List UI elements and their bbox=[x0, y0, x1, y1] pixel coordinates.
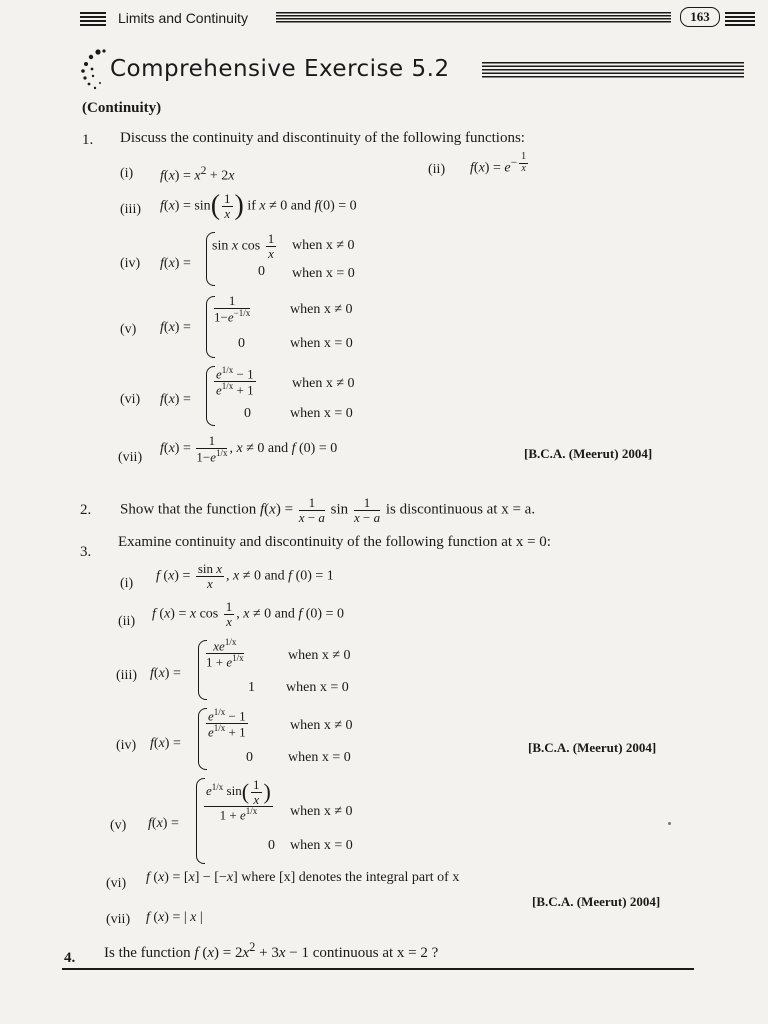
formula: $\frac{1}{1-e^{-1/x}}$ bbox=[214, 293, 251, 324]
condition: when x = 0 bbox=[288, 750, 351, 765]
formula: $f(x) = e^{- \frac{1}{x}}$ bbox=[470, 151, 527, 176]
formula: f(x) = bbox=[160, 320, 191, 335]
formula: 0 bbox=[246, 750, 253, 765]
formula: f(x) = bbox=[160, 256, 191, 271]
formula: $\frac{xe^{1/x}}{1 + e^{1/x}}$ bbox=[206, 637, 244, 670]
dots-ornament-icon bbox=[80, 48, 110, 90]
condition: when x ≠ 0 bbox=[290, 302, 353, 317]
formula: f(x) = $\frac{1}{1-e^{1/x}}$ , x ≠ 0 and f (0) = 0 bbox=[160, 433, 338, 464]
sub-label: (iv) bbox=[116, 738, 137, 753]
formula: $\frac{e^{1/x} - 1}{e^{1/x} + 1}$ bbox=[216, 365, 254, 398]
sub-label: (vii) bbox=[106, 912, 131, 927]
sub-label: (iv) bbox=[120, 256, 141, 271]
formula: f(x) = bbox=[150, 666, 181, 681]
formula: 0 bbox=[258, 264, 265, 279]
condition: when x = 0 bbox=[290, 406, 353, 421]
question-text: Examine continuity and discontinuity of the following function at x = 0: bbox=[118, 534, 551, 550]
running-header bbox=[80, 6, 710, 32]
sub-label: (i) bbox=[120, 576, 134, 591]
question-text: Show that the function f(x) = $\frac{1}{x - a}$ sin $\frac{1}{x - a}$ is discontinuous at x = a. bbox=[120, 495, 536, 525]
question-number: 2. bbox=[80, 502, 92, 518]
sub-label: (i) bbox=[120, 166, 134, 181]
formula: f(x) = bbox=[148, 816, 179, 831]
formula: $f(x) = x^2 + 2x$ bbox=[160, 164, 235, 184]
formula: 0 bbox=[238, 336, 245, 351]
condition: when x ≠ 0 bbox=[288, 648, 351, 663]
condition: when x = 0 bbox=[290, 336, 353, 351]
question-number: 1. bbox=[82, 132, 94, 148]
formula: f (x) = [x] − [−x] where [x] denotes the integral part of x bbox=[146, 870, 460, 885]
sub-label: (vi) bbox=[106, 876, 127, 891]
sub-label: (iii) bbox=[116, 668, 137, 683]
formula: 0 bbox=[244, 406, 251, 421]
sub-label: (vi) bbox=[120, 392, 141, 407]
condition: when x = 0 bbox=[290, 838, 353, 853]
question-number: 4. bbox=[64, 950, 76, 966]
formula: f (x) = $\frac{\text{sin x}}{x}$ , x ≠ 0 and f (0) = 1 bbox=[156, 561, 334, 591]
reference: [B.C.A. (Meerut) 2004] bbox=[524, 446, 653, 461]
speck bbox=[668, 822, 671, 825]
formula: $\frac{e^{1/x} - 1}{e^{1/x} + 1}$ bbox=[208, 707, 246, 740]
question-text: Discuss the continuity and discontinuity of the following functions: bbox=[120, 130, 525, 146]
header-rule bbox=[276, 12, 671, 24]
sub-label: (ii) bbox=[428, 162, 446, 177]
condition: when x = 0 bbox=[286, 680, 349, 695]
formula: f (x) = x cos $\frac{1}{x}$ , x ≠ 0 and f (0) = 0 bbox=[152, 599, 344, 629]
reference: [B.C.A. (Meerut) 2004] bbox=[532, 894, 661, 909]
condition: when x ≠ 0 bbox=[290, 804, 353, 819]
sub-text: where [x] denotes the integral part of x bbox=[241, 870, 460, 885]
page-number: 163 bbox=[680, 7, 720, 27]
question-text: Is the function f $(x) = 2x^2 + 3x - 1$ continuous at x = 2 ? bbox=[104, 940, 439, 961]
question-number: 3. bbox=[80, 544, 92, 560]
formula: 1 bbox=[248, 680, 255, 695]
sub-label: (vii) bbox=[118, 450, 143, 465]
formula: 0 bbox=[268, 838, 275, 853]
formula: $e^{1/x}$ sin( $\frac{1}{x}$ ) $1 + e^{1/x}$ bbox=[206, 777, 271, 823]
header-ornament-left bbox=[80, 12, 106, 26]
header-ornament-right bbox=[725, 12, 755, 26]
section-label: (Continuity) bbox=[82, 100, 162, 116]
sub-label: (v) bbox=[110, 818, 127, 833]
sub-label: (ii) bbox=[118, 614, 136, 629]
sub-label: (iii) bbox=[120, 202, 141, 217]
formula: f (x) = | x | bbox=[146, 910, 203, 925]
reference: [B.C.A. (Meerut) 2004] bbox=[528, 740, 657, 755]
condition: when x ≠ 0 bbox=[290, 718, 353, 733]
formula: f(x) = bbox=[150, 736, 181, 751]
question-text-start: Show that the function bbox=[120, 501, 257, 518]
bottom-rule bbox=[62, 968, 694, 970]
question-text-end: continuous at x = 2 ? bbox=[312, 945, 439, 961]
condition: when x ≠ 0 bbox=[292, 238, 355, 253]
exercise-title: Comprehensive Exercise 5.2 bbox=[110, 56, 450, 82]
question-text-end: is discontinuous at x = a. bbox=[385, 501, 536, 518]
chapter-title: Limits and Continuity bbox=[118, 10, 248, 26]
condition: when x ≠ 0 bbox=[292, 376, 355, 391]
formula: f(x) = bbox=[160, 392, 191, 407]
formula: f(x) = sin( $\frac{1}{x}$ ) if x ≠ 0 and f(0) = 0 bbox=[160, 190, 357, 222]
heading-rule bbox=[482, 62, 744, 78]
sub-label: (v) bbox=[120, 322, 137, 337]
condition: when x = 0 bbox=[292, 266, 355, 281]
exercise-heading bbox=[80, 46, 670, 90]
formula: sin x cos $\frac{1}{x}$ bbox=[212, 231, 275, 261]
question-text-start: Is the function bbox=[104, 945, 191, 961]
